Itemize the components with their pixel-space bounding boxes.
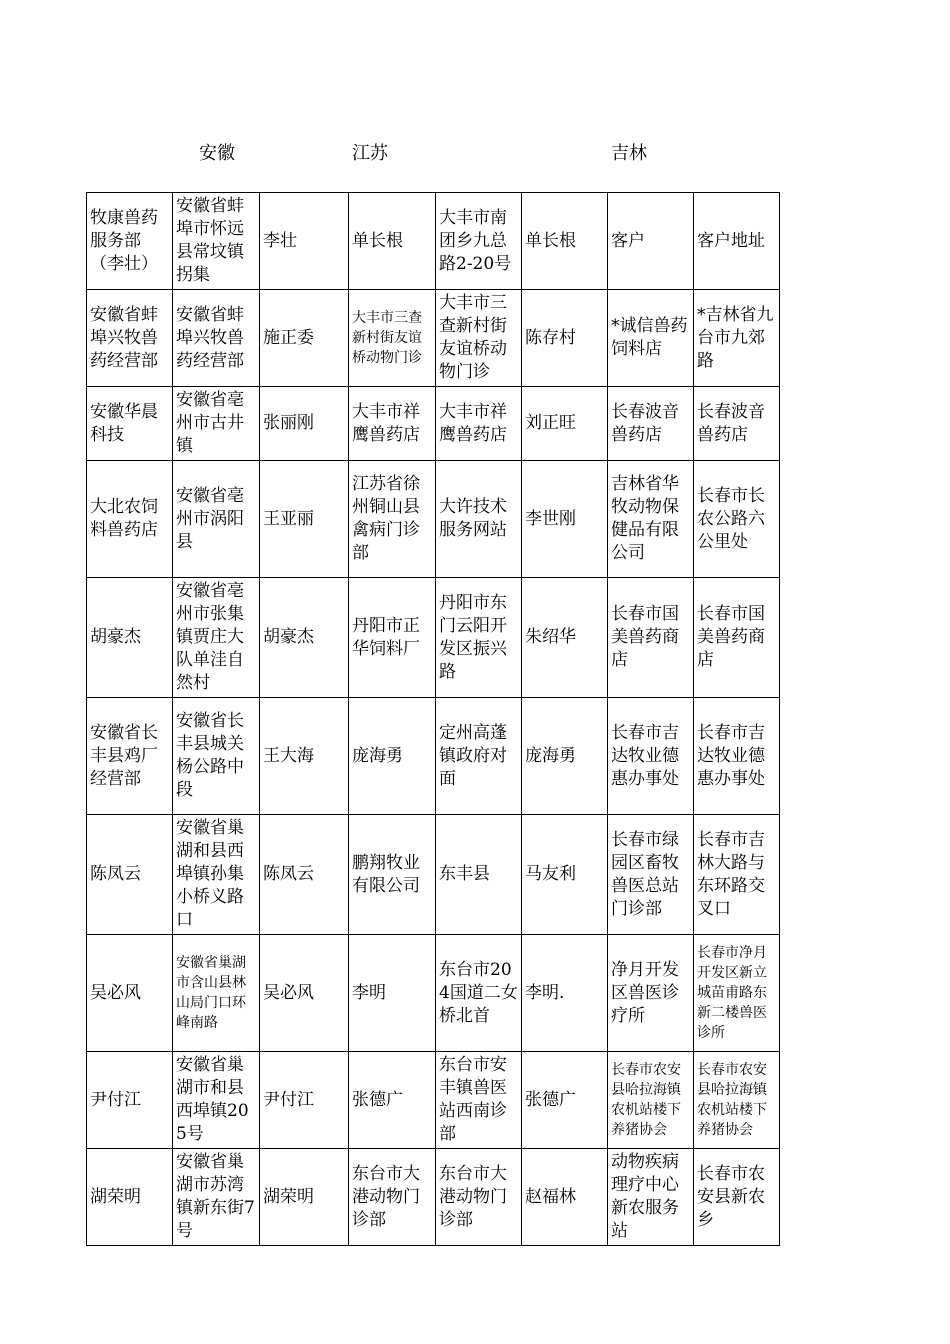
region-header-jilin: 吉林: [611, 143, 647, 164]
region-header-anhui: 安徽: [199, 143, 235, 164]
table-cell: 安徽省亳州市张集镇贾庄大队单洼自然村: [173, 578, 260, 698]
table-cell: 长春市农安县哈拉海镇农机站楼下养猪协会: [694, 1052, 780, 1149]
table-cell: 动物疾病理疗中心新农服务站: [608, 1149, 694, 1246]
table-cell: 江苏省徐州铜山县禽病门诊部: [349, 461, 436, 578]
table-cell: 胡豪杰: [87, 578, 173, 698]
table-cell: 安徽省蚌埠兴牧兽药经营部: [87, 290, 173, 387]
table-cell: 客户地址: [694, 193, 780, 290]
table-cell: 李明.: [522, 935, 608, 1052]
table-cell: 安徽省巢湖市含山县林山局门口环峰南路: [173, 935, 260, 1052]
table-cell: 庞海勇: [349, 698, 436, 815]
table-cell: 安徽省蚌埠兴牧兽药经营部: [173, 290, 260, 387]
table-cell: 王大海: [260, 698, 349, 815]
table-cell: 赵福林: [522, 1149, 608, 1246]
table-cell: 胡豪杰: [260, 578, 349, 698]
table-cell: 李壮: [260, 193, 349, 290]
table-cell: 吉林省华牧动物保健品有限公司: [608, 461, 694, 578]
table-cell: 吴必风: [260, 935, 349, 1052]
table-cell: 大许技术服务网站: [436, 461, 522, 578]
table-cell: 东台市大港动物门诊部: [436, 1149, 522, 1246]
table-cell: 东台市204国道二女桥北首: [436, 935, 522, 1052]
table-cell: 丹阳市东门云阳开发区振兴路: [436, 578, 522, 698]
table-cell: 安徽省巢湖和县西埠镇孙集小桥义路口: [173, 815, 260, 935]
table-cell: 大丰市南团乡九总路2-20号: [436, 193, 522, 290]
table-cell: 长春市净月开发区新立城苗甫路东新二楼兽医诊所: [694, 935, 780, 1052]
table-cell: 安徽省亳州市古井镇: [173, 387, 260, 461]
table-row: [87, 193, 780, 290]
table-cell: 湖荣明: [260, 1149, 349, 1246]
table-cell: 安徽省巢湖市和县西埠镇205号: [173, 1052, 260, 1149]
region-header-jiangsu: 江苏: [352, 143, 388, 164]
table-cell: 安徽省蚌埠市怀远县常坟镇拐集: [173, 193, 260, 290]
table-cell: *吉林省九台市九郊路: [694, 290, 780, 387]
table-cell: 净月开发区兽医诊疗所: [608, 935, 694, 1052]
table-cell: 施正委: [260, 290, 349, 387]
table-cell: 王亚丽: [260, 461, 349, 578]
table-row: [87, 698, 780, 815]
table-cell: 陈存村: [522, 290, 608, 387]
table-cell: 安徽省长丰县鸡厂经营部: [87, 698, 173, 815]
table-cell: 长春波音兽药店: [694, 387, 780, 461]
table-cell: 张德广: [522, 1052, 608, 1149]
table-cell: 张丽刚: [260, 387, 349, 461]
table-cell: 大丰市三查新村街友谊桥动物门诊: [349, 290, 436, 387]
table-cell: 长春市国美兽药商店: [608, 578, 694, 698]
table-row: [87, 1149, 780, 1246]
table-cell: 定州高蓬镇政府对面: [436, 698, 522, 815]
table-cell: 长春市吉达牧业德惠办事处: [694, 698, 780, 815]
table-cell: 长春市吉林大路与东环路交叉口: [694, 815, 780, 935]
table-cell: 安徽省亳州市涡阳县: [173, 461, 260, 578]
table-row: [87, 935, 780, 1052]
table-cell: 长春波音兽药店: [608, 387, 694, 461]
table-cell: 大丰市祥鹰兽药店: [349, 387, 436, 461]
table-cell: 长春市农安县新农乡: [694, 1149, 780, 1246]
table-cell: 安徽华晨科技: [87, 387, 173, 461]
table-cell: 尹付江: [87, 1052, 173, 1149]
table-cell: 单长根: [349, 193, 436, 290]
table-cell: 李明: [349, 935, 436, 1052]
table-cell: 长春市绿园区畜牧兽医总站门诊部: [608, 815, 694, 935]
table-cell: 大丰市三查新村街友谊桥动物门诊: [436, 290, 522, 387]
table-row: [87, 290, 780, 387]
table-cell: 陈凤云: [260, 815, 349, 935]
table-cell: 丹阳市正华饲料厂: [349, 578, 436, 698]
contact-table: [86, 192, 780, 1246]
table-cell: 东台市安丰镇兽医站西南诊部: [436, 1052, 522, 1149]
table-cell: 客户: [608, 193, 694, 290]
table-row: [87, 578, 780, 698]
table-cell: 尹付江: [260, 1052, 349, 1149]
table-cell: 长春市农安县哈拉海镇农机站楼下养猪协会: [608, 1052, 694, 1149]
table-cell: 鹏翔牧业有限公司: [349, 815, 436, 935]
table-cell: 东台市大港动物门诊部: [349, 1149, 436, 1246]
table-cell: 单长根: [522, 193, 608, 290]
table-cell: 刘正旺: [522, 387, 608, 461]
table-cell: 朱绍华: [522, 578, 608, 698]
table-row: [87, 1052, 780, 1149]
table-cell: 陈凤云: [87, 815, 173, 935]
table-row: [87, 815, 780, 935]
table-cell: 大丰市祥鹰兽药店: [436, 387, 522, 461]
table-cell: 吴必风: [87, 935, 173, 1052]
table-cell: 庞海勇: [522, 698, 608, 815]
table-cell: 长春市国美兽药商店: [694, 578, 780, 698]
table-row: [87, 461, 780, 578]
table-cell: 湖荣明: [87, 1149, 173, 1246]
table-cell: 安徽省长丰县城关杨公路中段: [173, 698, 260, 815]
table-cell: 长春市长农公路六公里处: [694, 461, 780, 578]
table-cell: 张德广: [349, 1052, 436, 1149]
table-cell: 安徽省巢湖市苏湾镇新东街7号: [173, 1149, 260, 1246]
table-cell: 李世刚: [522, 461, 608, 578]
table-cell: 马友利: [522, 815, 608, 935]
table-cell: 长春市吉达牧业德惠办事处: [608, 698, 694, 815]
table-cell: 牧康兽药服务部（李壮）: [87, 193, 173, 290]
table-cell: *诚信兽药饲料店: [608, 290, 694, 387]
table-row: [87, 387, 780, 461]
table-cell: 东丰县: [436, 815, 522, 935]
table-cell: 大北农饲料兽药店: [87, 461, 173, 578]
